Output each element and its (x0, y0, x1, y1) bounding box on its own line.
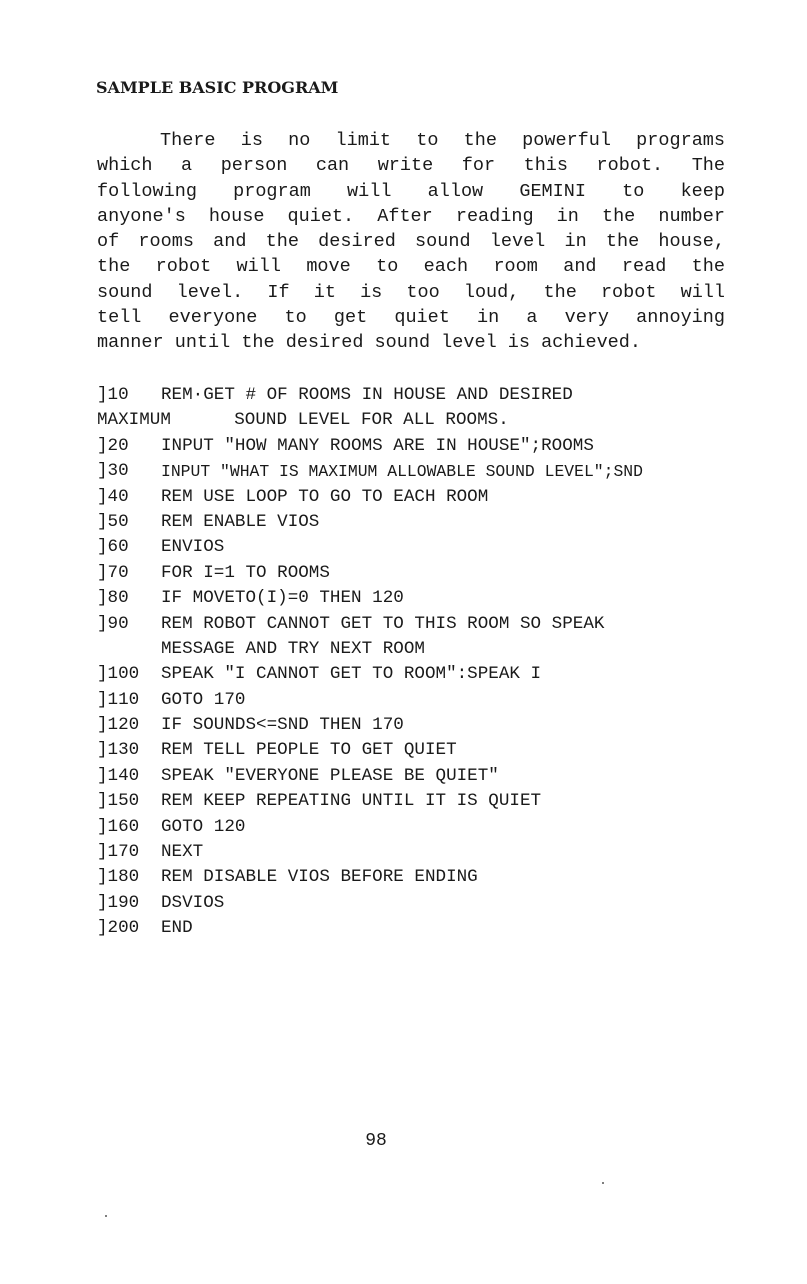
line-code: GOTO 120 (161, 816, 246, 837)
paragraph-line: There is no limit to the powerful programs (160, 130, 725, 151)
program-line-50 (97, 510, 727, 535)
scan-speck (602, 1182, 604, 1184)
program-line-130 (97, 738, 727, 763)
line-code: ENVIOS (161, 537, 225, 558)
line-code: REM KEEP REPEATING UNTIL IT IS QUIET (161, 791, 542, 812)
line-code: REM·GET # OF ROOMS IN HOUSE AND DESIRED (161, 385, 573, 405)
line-number: ]60 (97, 537, 129, 558)
line-number: ]30 (97, 461, 129, 482)
line-number: ]80 (97, 588, 129, 609)
paragraph-line: sound level. If it is too loud, the robot will (97, 281, 725, 303)
line-code: DSVIOS (161, 892, 225, 913)
program-line-80 (97, 586, 727, 611)
program-line-140 (97, 764, 727, 789)
line-code: FOR I=1 TO ROOMS (161, 562, 330, 583)
line-code: REM DISABLE VIOS BEFORE ENDING (161, 867, 478, 888)
intro-paragraph (97, 128, 725, 356)
page-number: 98 (365, 1131, 387, 1151)
program-line-10-continuation: MAXIMUM SOUND LEVEL FOR ALL ROOMS. (97, 410, 509, 431)
program-line-60 (97, 535, 727, 560)
paragraph-line: the robot will move to each room and read the (97, 256, 725, 278)
line-number: ]170 (97, 842, 140, 863)
line-number: ]150 (97, 791, 140, 812)
line-code: IF MOVETO(I)=0 THEN 120 (161, 588, 404, 609)
line-code: SPEAK "EVERYONE PLEASE BE QUIET" (161, 765, 499, 786)
line-code: REM ENABLE VIOS (161, 511, 320, 532)
line-number: ]200 (97, 918, 140, 939)
line-number: ]70 (97, 562, 129, 583)
program-line-190 (97, 891, 727, 916)
line-code: GOTO 170 (161, 689, 246, 710)
line-code: REM ROBOT CANNOT GET TO THIS ROOM SO SPEAK (161, 613, 605, 634)
paragraph-line: which a person can write for this robot. The (97, 155, 725, 177)
program-line-200 (97, 916, 727, 941)
line-code: INPUT "WHAT IS MAXIMUM ALLOWABLE SOUND LEVEL";SND (161, 462, 643, 482)
line-number: ]140 (97, 765, 140, 786)
program-line-10 (97, 383, 727, 408)
program-line-100 (97, 662, 727, 687)
paragraph-line: tell everyone to get quiet in a very annoying (97, 307, 725, 329)
line-number: ]40 (97, 486, 129, 507)
line-code: IF SOUNDS<=SND THEN 170 (161, 715, 404, 736)
line-number: ]90 (97, 613, 129, 634)
program-line-20 (97, 434, 727, 459)
line-number: ]20 (97, 435, 129, 456)
program-line-90-continuation: MESSAGE AND TRY NEXT ROOM (161, 638, 425, 659)
program-line-150 (97, 789, 727, 814)
paragraph-line: anyone's house quiet. After reading in the number (97, 205, 725, 227)
program-line-70 (97, 561, 727, 586)
line-number: ]160 (97, 816, 140, 837)
scan-speck (105, 1215, 107, 1217)
line-number: ]50 (97, 511, 129, 532)
line-number: ]130 (97, 740, 140, 761)
program-line-170 (97, 840, 727, 865)
line-code: INPUT "HOW MANY ROOMS ARE IN HOUSE";ROOMS (161, 435, 594, 456)
line-code: SPEAK "I CANNOT GET TO ROOM":SPEAK I (161, 664, 542, 685)
line-code: REM TELL PEOPLE TO GET QUIET (161, 740, 457, 761)
line-code: REM USE LOOP TO GO TO EACH ROOM (161, 486, 489, 507)
line-code: END (161, 918, 193, 939)
line-number: ]190 (97, 892, 140, 913)
paragraph-line: of rooms and the desired sound level in the house, (97, 231, 725, 253)
program-line-40 (97, 485, 727, 510)
program-line-160 (97, 815, 727, 840)
line-number: ]100 (97, 664, 140, 685)
line-number: ]110 (97, 689, 140, 710)
line-number: ]10 (97, 385, 129, 405)
program-line-180 (97, 865, 727, 890)
line-number: ]180 (97, 867, 140, 888)
program-line-120 (97, 713, 727, 738)
paragraph-line: following program will allow GEMINI to keep (97, 180, 725, 202)
program-line-90 (97, 612, 727, 637)
program-line-30 (97, 459, 727, 484)
basic-program-listing (97, 383, 727, 942)
program-line-110 (97, 688, 727, 713)
line-code: NEXT (161, 842, 204, 863)
paragraph-line: manner until the desired sound level is achieved. (97, 332, 641, 354)
section-heading: SAMPLE BASIC PROGRAM (96, 78, 339, 97)
line-number: ]120 (97, 715, 140, 736)
